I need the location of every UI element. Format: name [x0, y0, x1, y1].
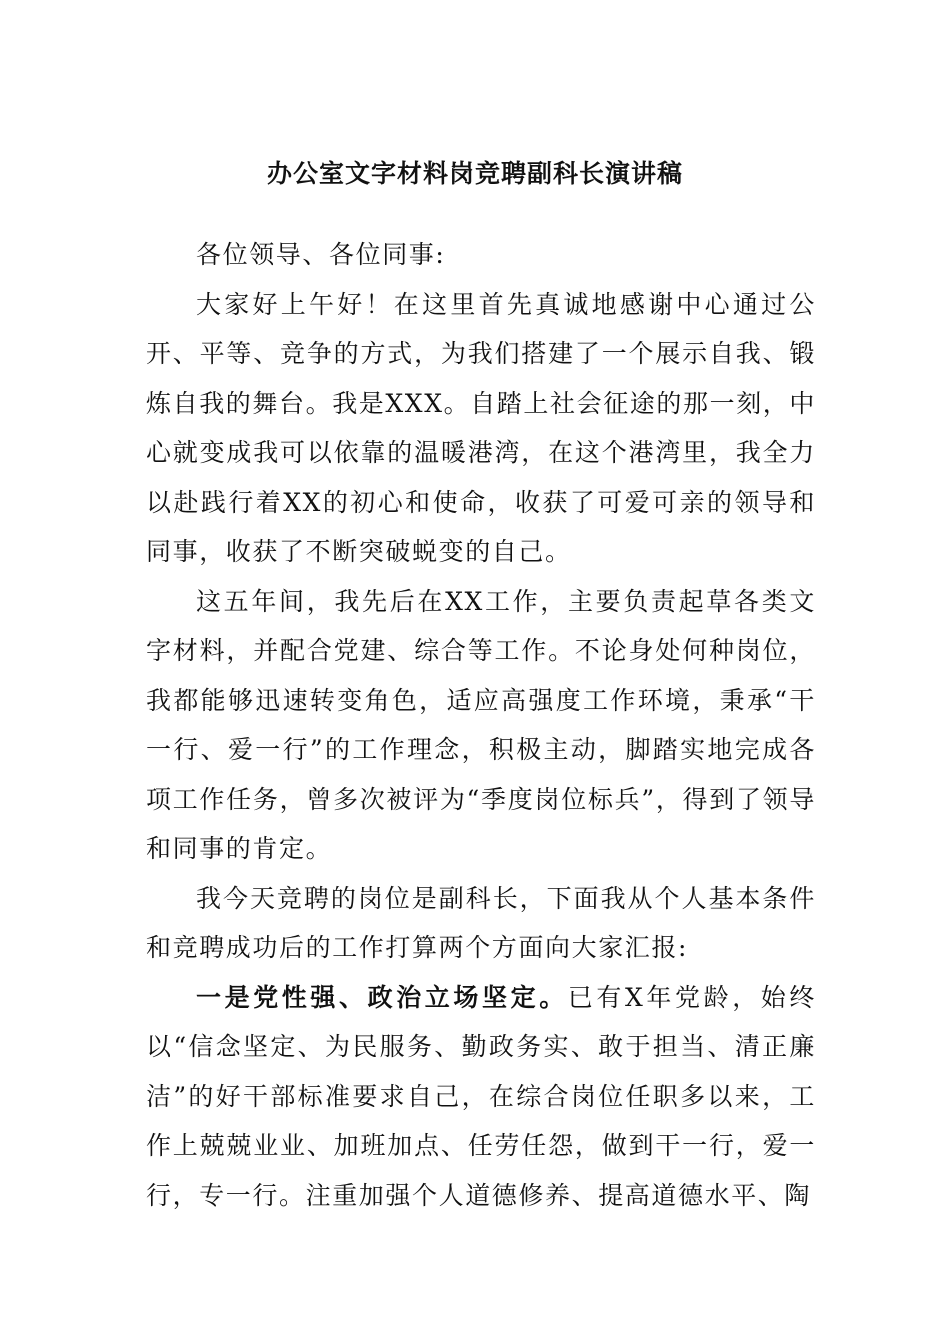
paragraph-point-one	[146, 973, 816, 1221]
document-body	[146, 230, 816, 1220]
paragraph-position: 我今天竞聘的岗位是副科长，下面我从个人基本条件和竞聘成功后的工作打算两个方面向大家汇报:	[146, 883, 816, 962]
paragraph-greeting: 大家好上午好！在这里首先真诚地感谢中心通过公开、平等、竞争的方式，为我们搭建了一个展示自我、锻炼自我的舞台。我是XXX。自踏上社会征途的那一刻，中心就变成我可以依靠的温暖港湾，在这个港湾里，我全力以赴践行着XX的初心和使命，收获了可爱可亲的领导和同事，收获了不断突破蜕变的自己。	[146, 289, 816, 566]
document-title: 办公室文字材料岗竞聘副科长演讲稿	[266, 159, 683, 188]
paragraph-experience: 这五年间，我先后在XX工作，主要负责起草各类文字材料，并配合党建、综合等工作。不论身处何种岗位，我都能够迅速转变角色，适应高强度工作环境，秉承“干一行、爱一行”的工作理念，积极主动，脚踏实地完成各项工作任务，曾多次被评为“季度岗位标兵”，得到了领导和同事的肯定。	[146, 586, 816, 863]
point-one-lead: 一是党性强、政治立场坚定。	[196, 982, 568, 1012]
salutation: 各位领导、各位同事:	[196, 240, 446, 269]
point-one-text: 已有X年党龄，始终以“信念坚定、为民服务、勤政务实、敢于担当、清正廉洁”的好干部标准要求自己，在综合岗位任职多以来，工作上兢兢业业、加班加点、任劳任怨，做到干一行，爱一行，专一行。注重加强个人道德修养、提高道德水平、陶	[146, 982, 816, 1210]
